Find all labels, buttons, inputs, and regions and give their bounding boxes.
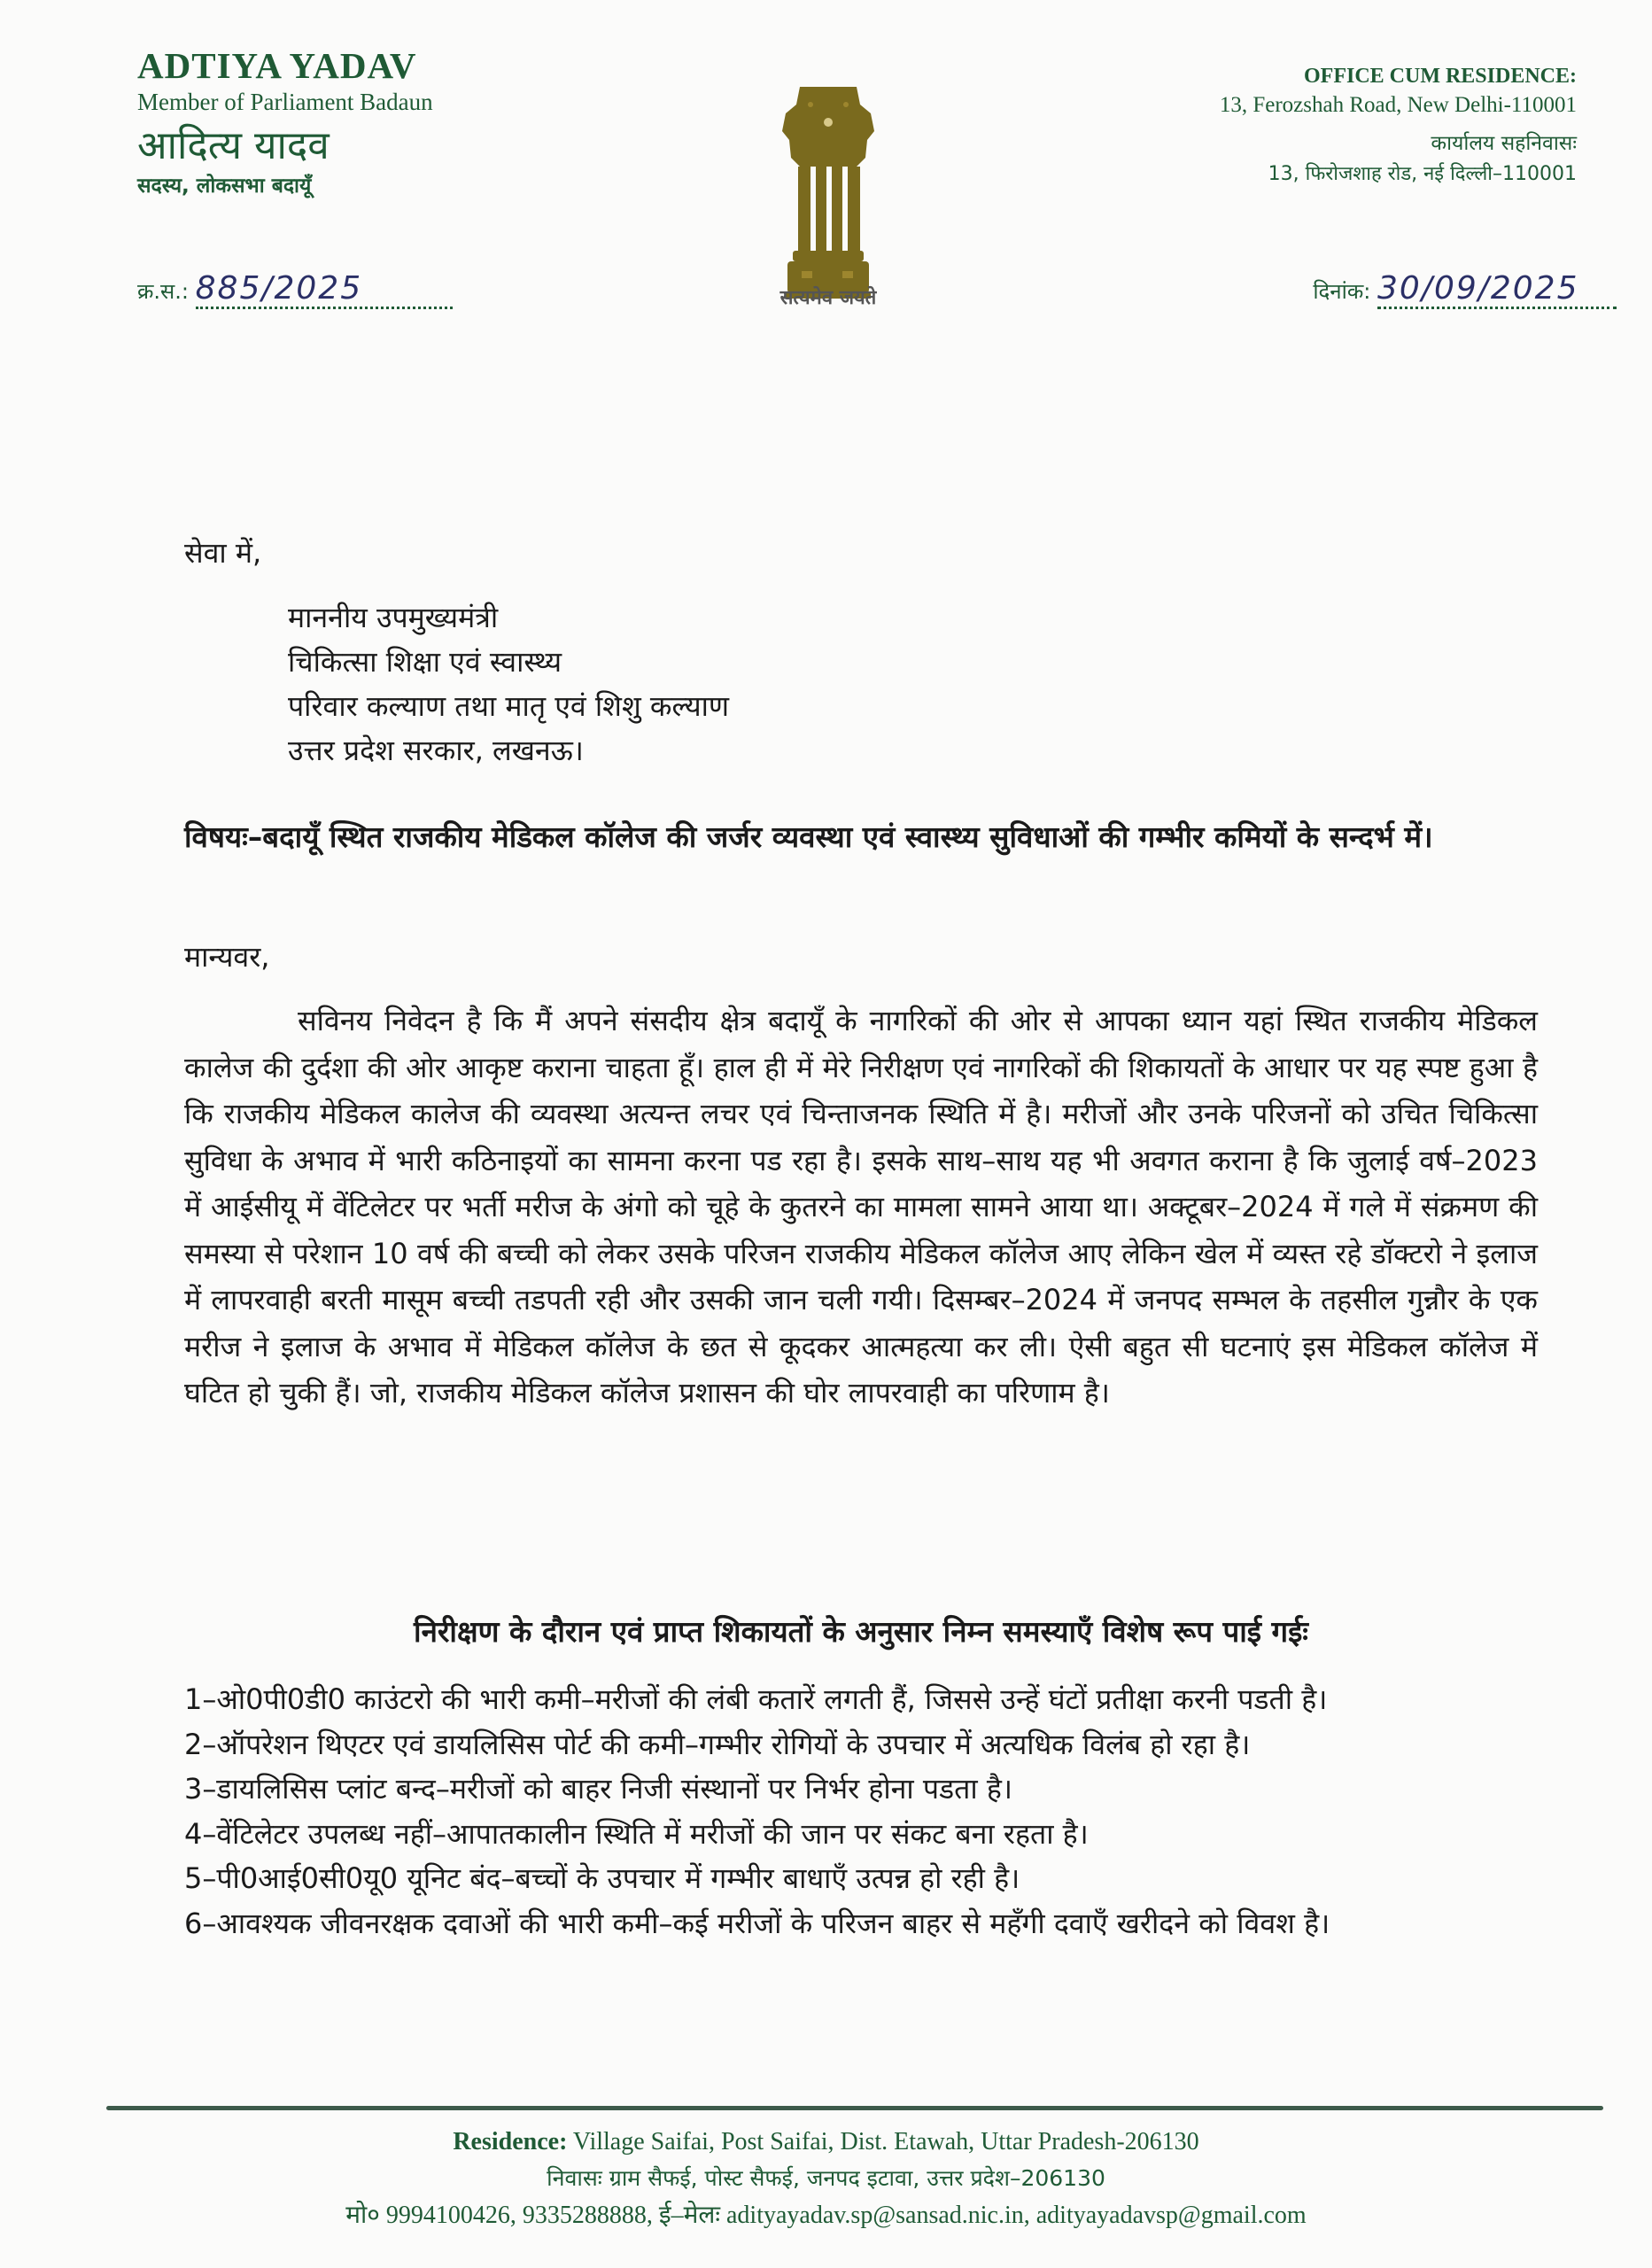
date-label: दिनांक: bbox=[1313, 279, 1371, 304]
sender-name-hi: आदित्य यादव bbox=[137, 123, 330, 168]
finding-item: 6–आवश्यक जीवनरक्षक दवाओं की भारी कमी–कई मरीजों के परिजन बाहर से महँगी दवाएँ खरीदने को विवश है। bbox=[184, 1906, 1330, 1940]
sender-role-en: Member of Parliament Badaun bbox=[137, 89, 433, 115]
reference-value: 885/2025 bbox=[195, 270, 363, 307]
finding-item: 5–पी0आई0सी0यू0 यूनिट बंद–बच्चों के उपचार में गम्भीर बाधाएँ उत्पन्न हो रही है। bbox=[184, 1861, 1020, 1895]
addressee-line: माननीय उपमुख्यमंत्री bbox=[288, 601, 499, 634]
residence-label: Residence: bbox=[453, 2128, 568, 2155]
residence-hi: निवासः ग्राम सैफई, पोस्ट सैफई, जनपद इटावा, उत्तर प्रदेश–206130 bbox=[547, 2165, 1105, 2191]
footer-divider bbox=[106, 2106, 1603, 2110]
addressee-block bbox=[288, 595, 729, 773]
reference-label: क्र.स.: bbox=[137, 279, 189, 304]
body-paragraph: सविनय निवेदन है कि मैं अपने संसदीय क्षेत्र बदायूँ के नागरिकों की ओर से आपका ध्यान यहां स्थित राजकीय मेडिकल कालेज की दुर्दशा की ओर आकृष्ट कराना चाहता हूँ। हाल ही में मेरे निरीक्षण एवं नागरिकों की शिकायतों के आधार पर यह स्पष्ट हुआ है कि राजकीय मेडिकल कालेज की व्यवस्था अत्यन्त लचर एवं चिन्ताजनक स्थिति में है। मरीजों और उनके परिजनों को उचित चिकित्सा सुविधा के अभाव में भारी कठिनाइयों का सामना करना पड रहा है। इसके साथ–साथ यह भी अवगत कराना है कि जुलाई वर्ष–2023 में आईसीयू में वेंटिलेटर पर भर्ती मरीज के अंगो को चूहे के कुतरने का मामला सामने आया था। अक्टूबर–2024 में गले में संक्रमण की समस्या से परेशान 10 वर्ष की बच्ची को लेकर उसके परिजन राजकीय मेडिकल कॉलेज आए लेकिन खेल में व्यस्त रहे डॉक्टरो ने इलाज में लापरवाही बरती मासूम बच्ची तडपती रही और उसकी जान चली गयी। दिसम्बर–2024 में जनपद सम्भल के तहसील गुन्नौर के एक मरीज ने इलाज के अभाव में मेडिकल कॉलेज के छत से कूदकर आत्महत्या कर ली। ऐसी बहुत सी घटनाएं इस मेडिकल कॉलेज में घटित हो चुकी हैं। जो, राजकीय मेडिकल कॉलेज प्रशासन की घोर लापरवाही का परिणाम है। bbox=[184, 1004, 1538, 1410]
letter-date bbox=[1313, 270, 1617, 309]
office-address-hi: 13, फिरोजशाह रोड, नई दिल्ली–110001 bbox=[1268, 163, 1577, 185]
footer bbox=[0, 2124, 1652, 2234]
residence-address-en: Village Saifai, Post Saifai, Dist. Etawah, Uttar Pradesh-206130 bbox=[572, 2128, 1199, 2155]
office-label-hi: कार्यालय सहनिवासः bbox=[1431, 132, 1577, 155]
findings-list bbox=[184, 1677, 1540, 1946]
letter-subject: विषयः–बदायूँ स्थित राजकीय मेडिकल कॉलेज की जर्जर व्यवस्था एवं स्वास्थ्य सुविधाओं की गम्भीर कमियों के सन्दर्भ में। bbox=[184, 819, 1433, 854]
emblem-motto: सत्यमेव जयते bbox=[779, 287, 877, 309]
greeting: मान्यवर, bbox=[184, 940, 270, 974]
date-value: 30/09/2025 bbox=[1377, 270, 1579, 307]
office-label-en: OFFICE CUM RESIDENCE: bbox=[1303, 65, 1577, 88]
addressee-line: उत्तर प्रदेश सरकार, लखनऊ। bbox=[288, 734, 584, 767]
contact-info: मो० 9994100426, 9335288888, ई–मेलः adityayadav.sp@sansad.nic.in, adityayadavsp@gmail.com bbox=[345, 2202, 1307, 2229]
salutation-to: सेवा में, bbox=[184, 536, 262, 570]
sender-role-hi: सदस्य, लोकसभा बदायूँ bbox=[137, 175, 312, 198]
letterhead-left bbox=[137, 44, 598, 200]
finding-item: 3–डायलिसिस प्लांट बन्द–मरीजों को बाहर निजी संस्थानों पर निर्भर होना पडता है। bbox=[184, 1772, 1012, 1806]
letterhead-right bbox=[1116, 62, 1577, 190]
national-emblem-icon bbox=[757, 69, 899, 317]
finding-item: 4–वेंटिलेटर उपलब्ध नहीं–आपातकालीन स्थिति में मरीजों की जान पर संकट बना रहता है। bbox=[184, 1816, 1089, 1851]
residence-en bbox=[0, 2124, 1652, 2160]
addressee-line: चिकित्सा शिक्षा एवं स्वास्थ्य bbox=[288, 645, 562, 679]
finding-item: 1–ओ0पी0डी0 काउंटरो की भारी कमी–मरीजों की लंबी कतारें लगती हैं, जिससे उन्हें घंटों प्रतीक्षा करनी पडती है। bbox=[184, 1682, 1328, 1716]
office-address-en: 13, Ferozshah Road, New Delhi-110001 bbox=[1219, 93, 1577, 117]
finding-item: 2–ऑपरेशन थिएटर एवं डायलिसिस पोर्ट की कमी–गम्भीर रोगियों के उपचार में अत्यधिक विलंब हो रहा है। bbox=[184, 1727, 1251, 1761]
findings-heading: निरीक्षण के दौरान एवं प्राप्त शिकायतों के अनुसार निम्न समस्याएँ विशेष रूप पाई गईः bbox=[414, 1614, 1308, 1649]
addressee-line: परिवार कल्याण तथा मातृ एवं शिशु कल्याण bbox=[288, 689, 730, 723]
sender-name-en: ADTIYA YADAV bbox=[137, 45, 417, 86]
reference-number bbox=[137, 270, 453, 309]
